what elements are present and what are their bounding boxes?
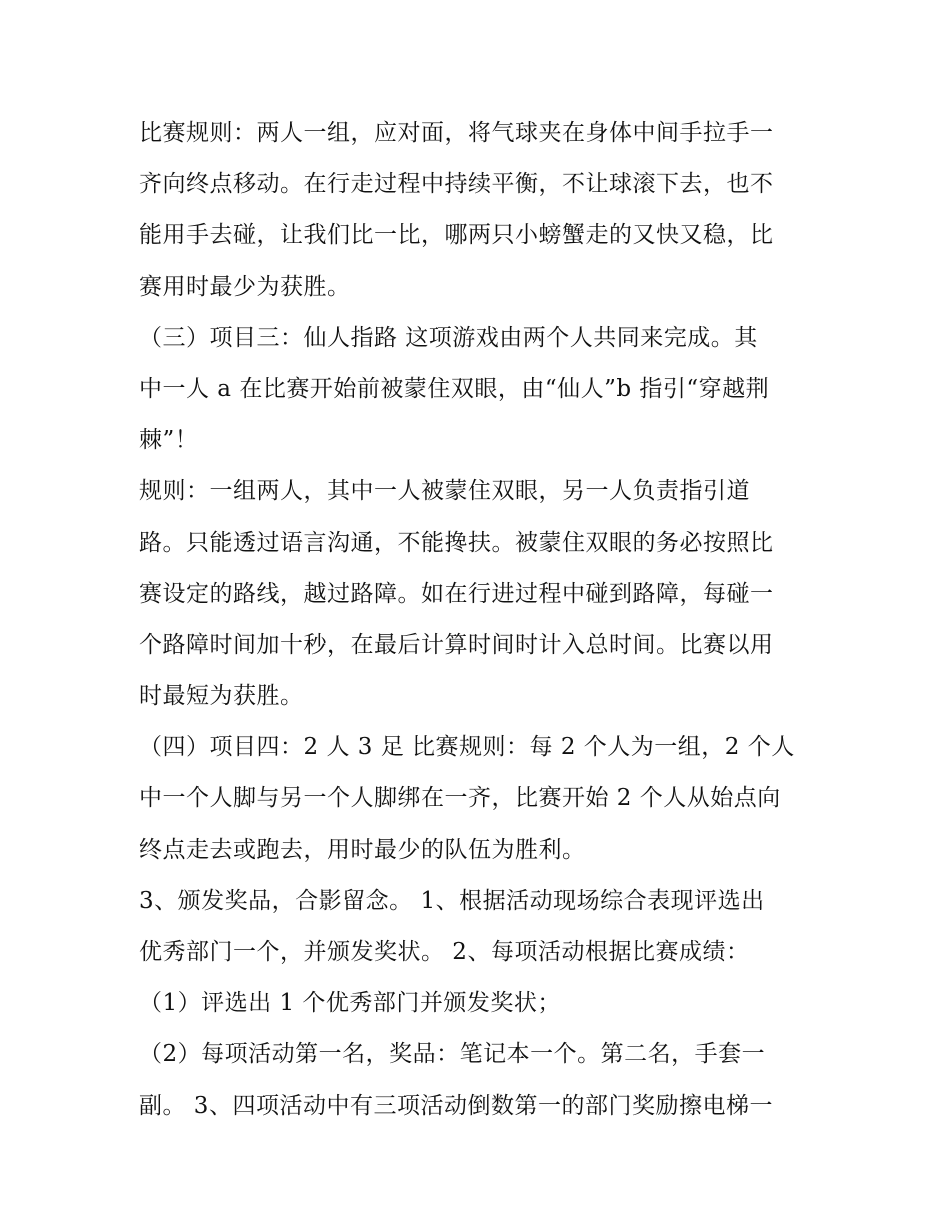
- text-line: 赛用时最少为获胜。: [139, 273, 351, 300]
- text-line: 比赛规则：两人一组，应对面，将气球夹在身体中间手拉手一: [139, 120, 774, 146]
- text-line: （2）每项活动第一名，奖品：笔记本一个。第二名，手套一: [139, 1041, 766, 1068]
- text-line: （1）评选出 1 个优秀部门并颁发奖状；: [139, 990, 561, 1017]
- text-line: 赛设定的路线，越过路障。如在行进过程中碰到路障，每碰一: [139, 580, 774, 607]
- text-line: 优秀部门一个，并颁发奖状。 2、每项活动根据比赛成绩：: [139, 939, 750, 965]
- text-line: 齐向终点移动。在行走过程中持续平衡，不让球滚下去，也不: [139, 171, 774, 198]
- text-line: 路。只能透过语言沟通，不能搀扶。被蒙住双眼的务必按照比: [139, 529, 774, 556]
- text-line: 中一个人脚与另一个人脚绑在一齐，比赛开始 2 个人从始点向: [139, 785, 781, 812]
- text-line: 副。 3、四项活动中有三项活动倒数第一的部门奖励擦电梯一: [139, 1092, 773, 1119]
- text-line: 时最短为获胜。: [139, 683, 304, 710]
- text-line: （四）项目四：2 人 3 足 比赛规则：每 2 个人为一组，2 个人: [139, 734, 795, 761]
- text-line: 规则：一组两人，其中一人被蒙住双眼，另一人负责指引道: [139, 478, 750, 505]
- text-line: 棘”！: [139, 427, 199, 454]
- text-line: 终点走去或跑去，用时最少的队伍为胜利。: [139, 836, 586, 863]
- text-line: 3、颁发奖品，合影留念。 1、根据活动现场综合表现评选出: [139, 887, 765, 914]
- text-line: 中一人 a 在比赛开始前被蒙住双眼，由“仙人”b 指引“穿越荆: [139, 375, 770, 402]
- text-line: 个路障时间加十秒，在最后计算时间时计入总时间。比赛以用: [139, 631, 774, 658]
- text-line: （三）项目三：仙人指路 这项游戏由两个人共同来完成。其: [139, 324, 758, 351]
- document-body: [139, 108, 811, 1132]
- text-line: 能用手去碰，让我们比一比，哪两只小螃蟹走的又快又稳，比: [139, 222, 774, 249]
